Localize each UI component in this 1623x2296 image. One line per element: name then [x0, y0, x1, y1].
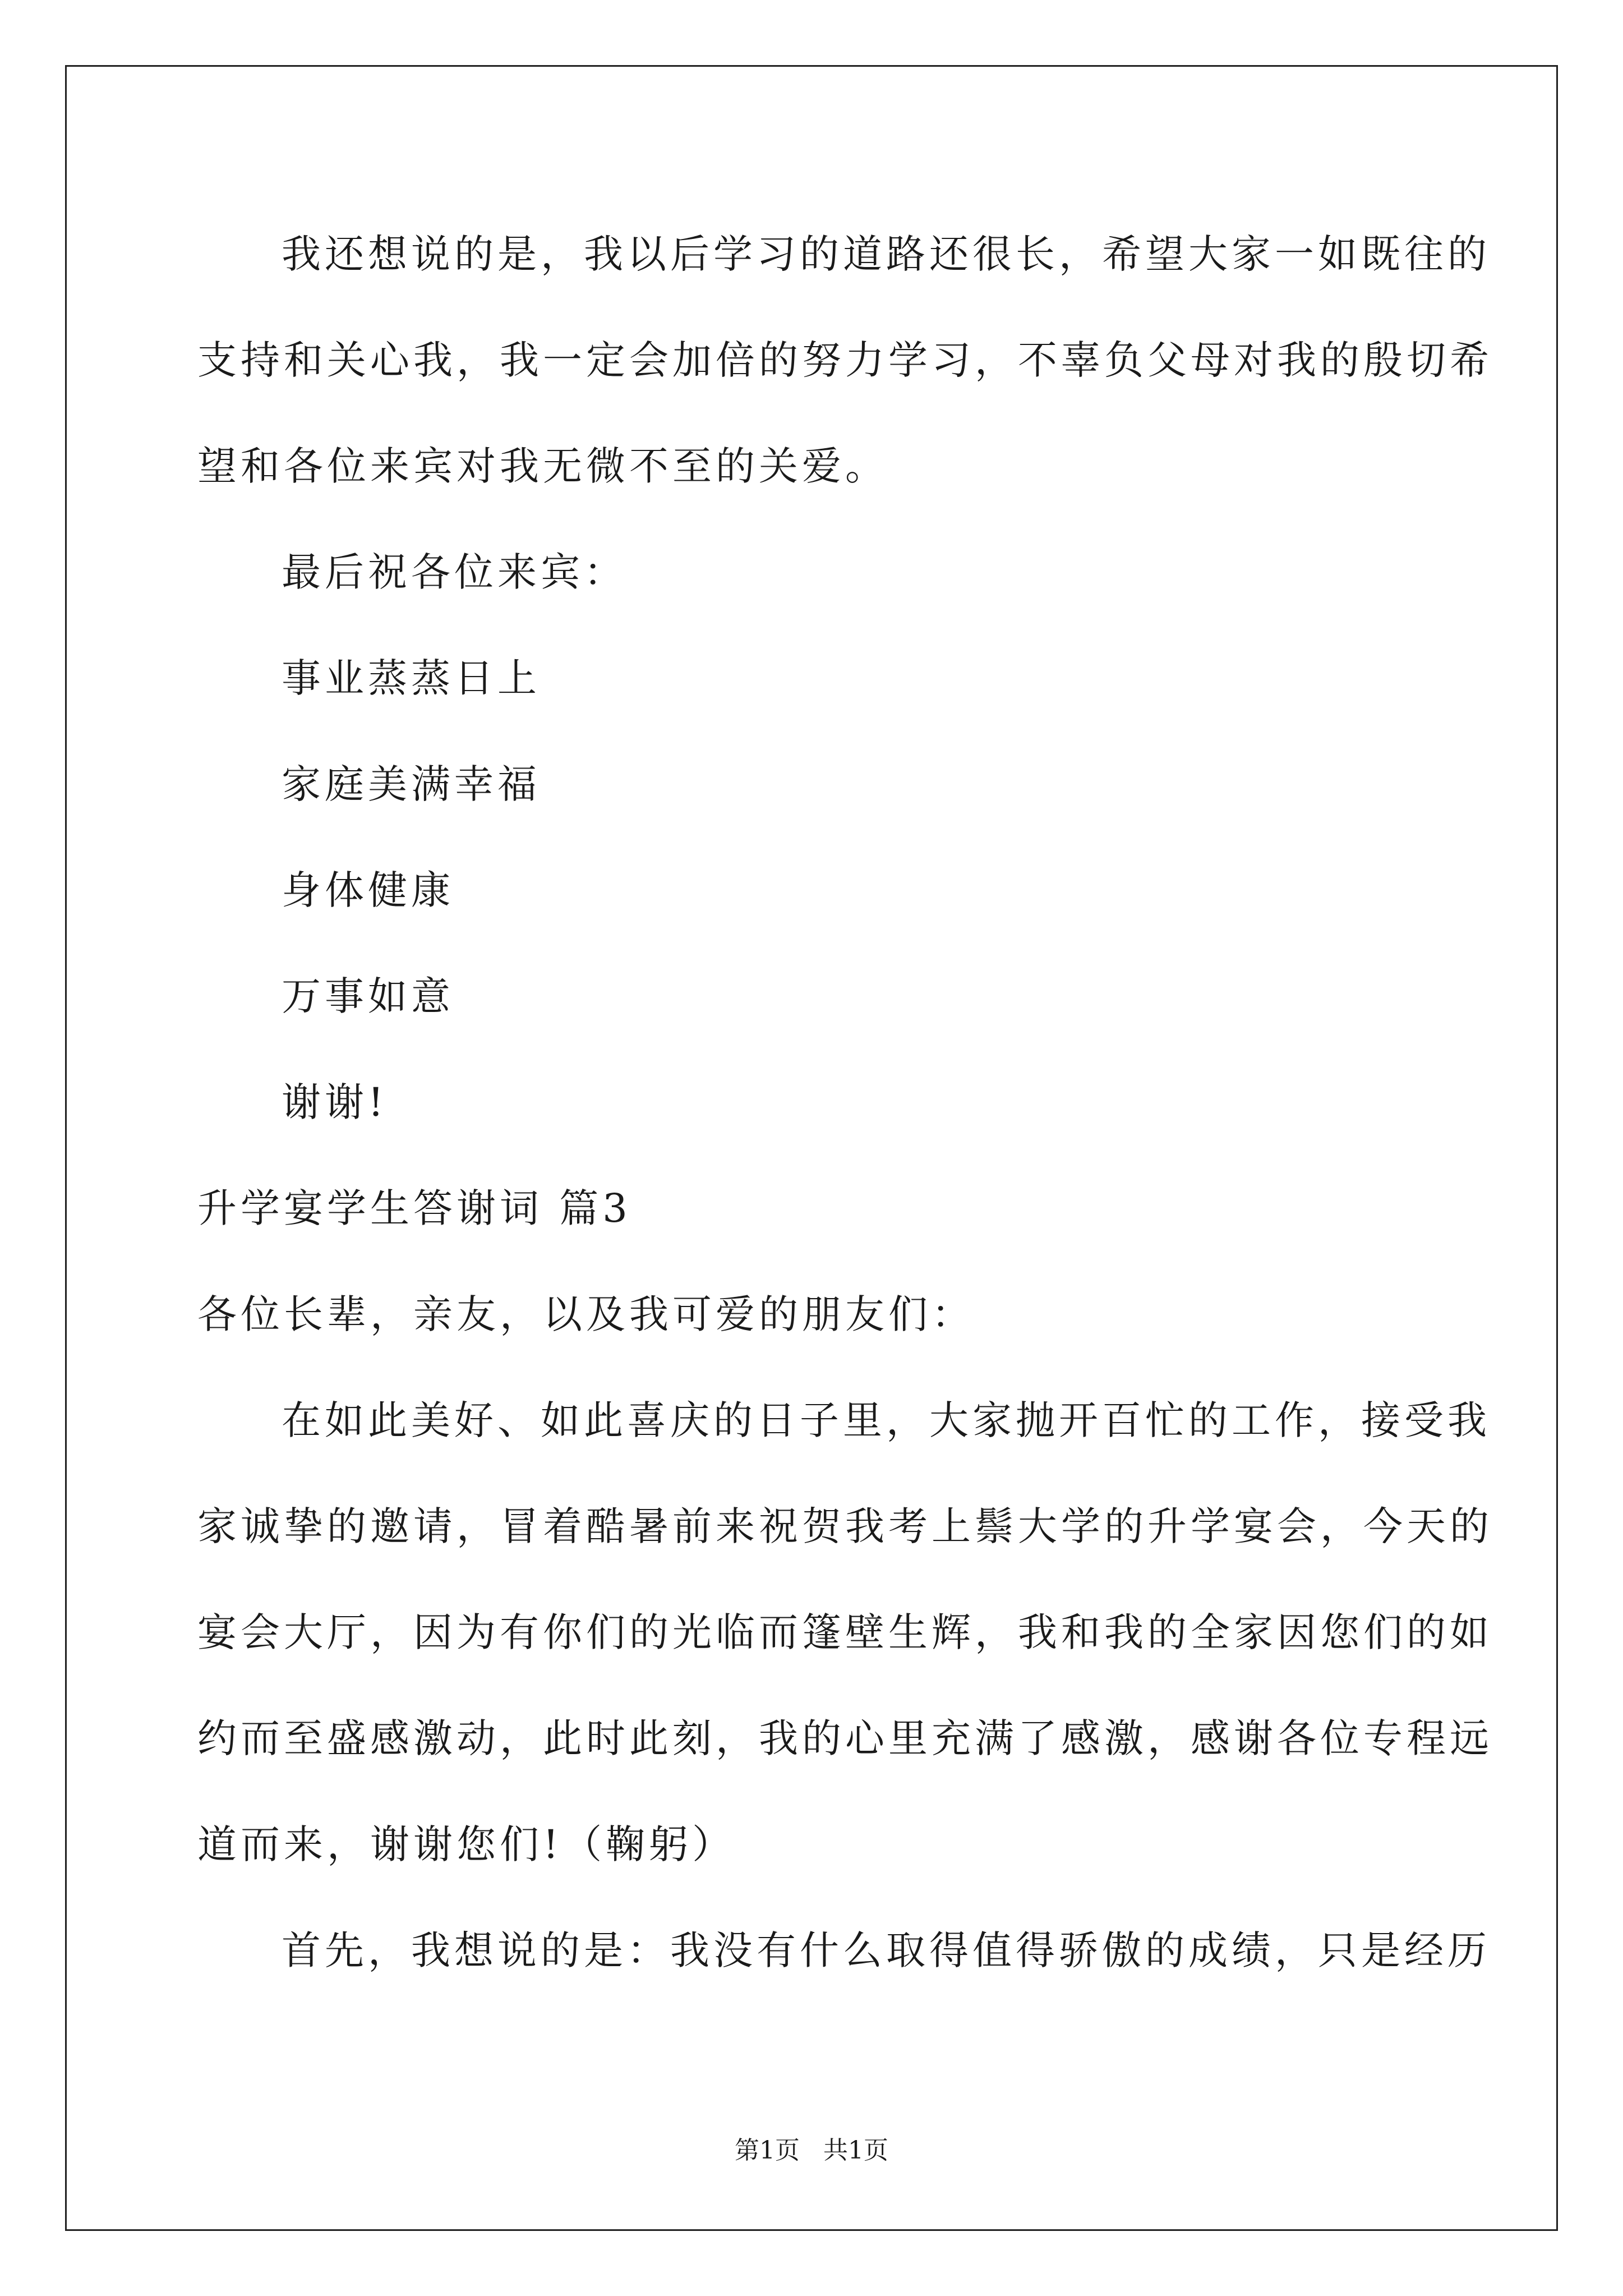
paragraph-2-line-4: 约而至盛感激动，此时此刻，我的心里充满了感激，感谢各位专程远	[197, 1715, 1493, 1761]
wish-item: 家庭美满幸福	[282, 761, 541, 807]
thanks-line: 谢谢!	[282, 1079, 388, 1125]
paragraph-1-line-2: 支持和关心我，我一定会加倍的努力学习，不辜负父母对我的殷切希	[197, 337, 1493, 383]
paragraph-2-line-2: 家诚挚的邀请，冒着酷暑前来祝贺我考上鬃大学的升学宴会，今天的	[197, 1503, 1493, 1549]
wish-item: 事业蒸蒸日上	[282, 655, 541, 701]
paragraph-2-line-3: 宴会大厅，因为有你们的光临而篷壁生辉，我和我的全家因您们的如	[197, 1609, 1493, 1655]
paragraph-3-line-1: 首先，我想说的是：我没有什么取得值得骄傲的成绩，只是经历	[282, 1927, 1491, 1973]
page-border	[65, 65, 1558, 2231]
paragraph-1-line-3: 望和各位来宾对我无微不至的关爱。	[197, 443, 888, 489]
section-heading: 升学宴学生答谢词 篇3	[197, 1185, 631, 1231]
paragraph-2-line-5: 道而来，谢谢您们!（鞠躬）	[197, 1821, 736, 1867]
wish-item: 身体健康	[282, 867, 454, 913]
paragraph-2-line-1: 在如此美好、如此喜庆的日子里，大家抛开百忙的工作，接受我	[282, 1397, 1491, 1443]
wishes-intro: 最后祝各位来宾：	[282, 549, 627, 595]
paragraph-1-line-1: 我还想说的是，我以后学习的道路还很长，希望大家一如既往的	[282, 231, 1491, 277]
salutation: 各位长辈，亲友，以及我可爱的朋友们：	[197, 1291, 975, 1337]
wish-item: 万事如意	[282, 973, 454, 1019]
page-footer: 第1页 共1页	[735, 2136, 888, 2165]
